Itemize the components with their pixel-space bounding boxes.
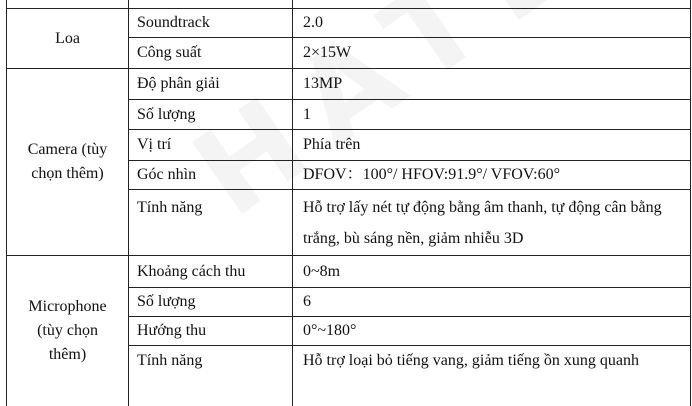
spec-table	[6, 0, 691, 406]
group-label-microphone-line3: thêm)	[48, 345, 87, 363]
spec-value: 1	[293, 100, 691, 130]
top-fragment-label	[129, 0, 293, 9]
table-row	[7, 69, 691, 100]
spec-value: 0~8m	[293, 256, 691, 288]
top-fragment-value	[293, 0, 691, 9]
spec-value: 2×15W	[293, 38, 691, 69]
spec-label: Độ phân giải	[129, 69, 293, 100]
group-label-microphone-line2: (tùy chọn	[37, 321, 98, 339]
spec-value: 0°~180°	[293, 317, 691, 346]
table-row	[7, 256, 691, 288]
spec-value: 2.0	[293, 9, 691, 38]
spec-label: Công suất	[129, 38, 293, 69]
spec-label: Vị trí	[129, 130, 293, 161]
spec-label: Hướng thu	[129, 317, 293, 346]
spec-value: DFOV：100°/ HFOV:91.9°/ VFOV:60°	[293, 161, 691, 190]
table-row	[7, 9, 691, 38]
spec-label: Tính năng	[129, 190, 293, 256]
spec-label: Số lượng	[129, 100, 293, 130]
top-fragment-cell	[7, 0, 129, 9]
group-cell-camera	[7, 69, 129, 256]
spec-value: 6	[293, 288, 691, 317]
table-row-top-fragment	[7, 0, 691, 9]
spec-value: 13MP	[293, 69, 691, 100]
spec-value: Phía trên	[293, 130, 691, 161]
spec-label: Soundtrack	[129, 9, 293, 38]
group-label-camera-line1: Camera (tùy	[27, 141, 108, 158]
group-label-speaker: Loa	[55, 29, 80, 47]
group-cell-microphone	[7, 256, 129, 406]
group-label-camera-line2: chọn thêm)	[31, 165, 104, 182]
spec-value: Hỗ trợ lấy nét tự động bằng âm thanh, tự động cân bằng trắng, bù sáng nền, giảm nhiễu 3D	[293, 190, 691, 256]
spec-label: Tính năng	[129, 346, 293, 406]
spec-label: Khoảng cách thu	[129, 256, 293, 288]
spec-label: Số lượng	[129, 288, 293, 317]
spec-label: Góc nhìn	[129, 161, 293, 190]
spec-value: Hỗ trợ loại bỏ tiếng vang, giảm tiếng ồn xung quanh	[293, 346, 691, 406]
group-cell-speaker	[7, 9, 129, 69]
group-label-microphone-line1: Microphone	[28, 297, 107, 315]
